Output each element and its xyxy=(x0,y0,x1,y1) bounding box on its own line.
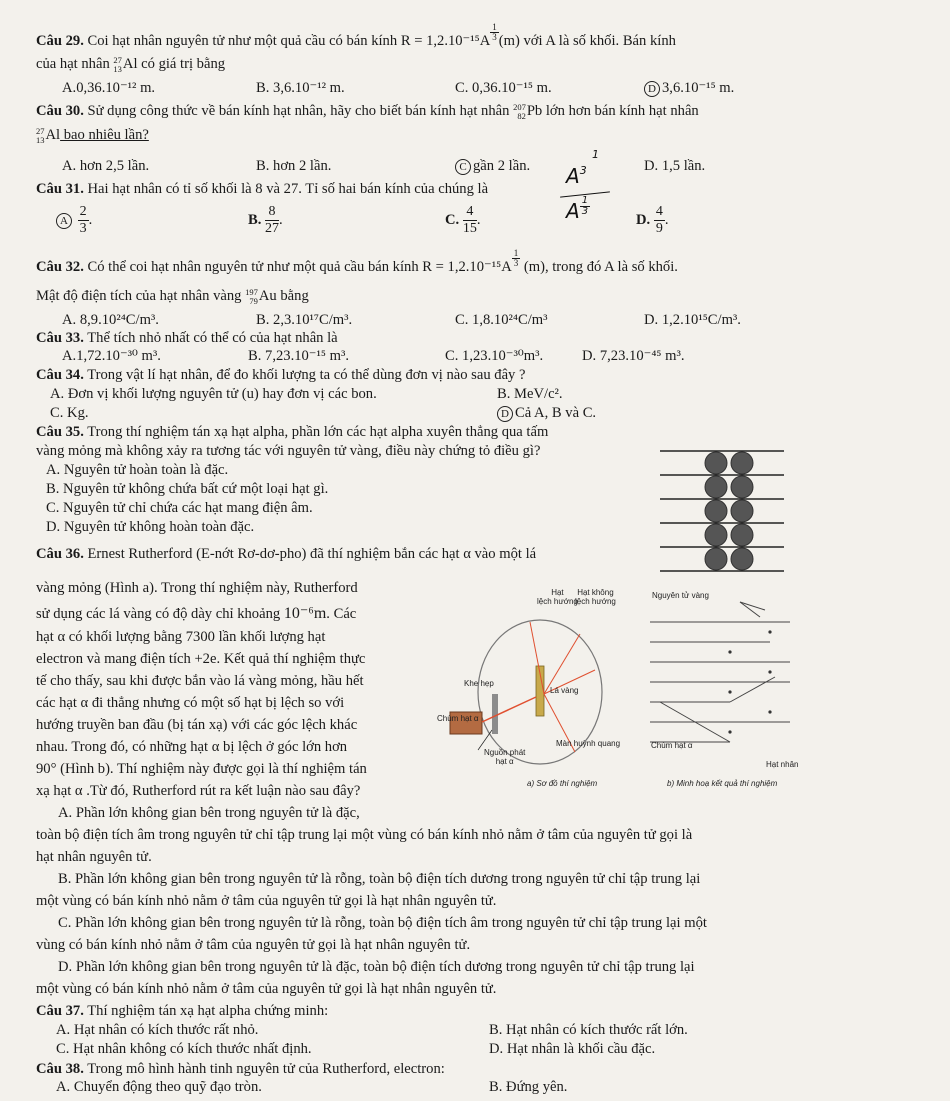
q31-c-num: 4 xyxy=(463,204,477,221)
q36-line7: các hạt α đi thẳng nhưng có một số hạt bị lệch so với xyxy=(36,695,345,711)
q30-line1 xyxy=(36,102,699,121)
q29-label: Câu 29. xyxy=(36,33,84,49)
q34-d-circle: D xyxy=(497,406,513,422)
label-khe-hep: Khe hẹp xyxy=(464,679,494,688)
q33-option-c[interactable]: C. 1,23.10⁻³⁰m³. xyxy=(445,348,544,364)
q36-line6: tế cho thấy, sau khi được bắn vào lá vàng mỏng, hầu hết xyxy=(36,673,364,689)
q36-line5: electron và mang điện tích +2e. Kết quả thí nghiệm thực xyxy=(36,651,366,667)
q36-option-c-cont: vùng có bán kính nhỏ nằm ở tâm của nguyên tử gọi là hạt nhân nguyên tử. xyxy=(36,937,471,953)
q34-option-c[interactable]: C. Kg. xyxy=(50,405,89,421)
q29-exponent xyxy=(490,23,499,42)
q29-stem2: (m) với A là số khối. Bán kính xyxy=(498,33,676,49)
q30-option-b[interactable]: B. hơn 2 lần. xyxy=(256,158,332,174)
q30-al-z: 13 xyxy=(36,134,45,145)
q32-au-sym: Au xyxy=(258,288,277,304)
q31-option-a[interactable]: A $\frac{2}{3}$ . xyxy=(56,204,92,238)
q29-option-d[interactable] xyxy=(644,79,734,98)
q37-option-d[interactable]: D. Hạt nhân là khối cầu đặc. xyxy=(489,1041,656,1057)
q33-option-d[interactable]: D. 7,23.10⁻⁴⁵ m³. xyxy=(582,348,685,364)
q37-line1 xyxy=(36,1002,328,1021)
q31-d-frac xyxy=(654,204,665,237)
q36-option-c[interactable]: C. Phần lớn không gian bên trong nguyên tử là rỗng, toàn bộ điện tích âm trong nguyên tử chỉ tập trung lại một xyxy=(58,915,707,931)
q36-l3b: 10⁻⁶m xyxy=(283,605,327,622)
label-hat-khong-2: lệch hướng xyxy=(575,597,616,606)
caption-a: a) Sơ đồ thí nghiệm xyxy=(527,779,598,788)
q32-exponent xyxy=(512,249,521,268)
q30-c-circle: C xyxy=(455,159,471,175)
q35-stem2: vàng mỏng mà không xảy ra tương tác với nguyên tử vàng, điều này chứng tỏ điều gì? xyxy=(36,443,541,459)
q32-option-d[interactable]: D. 1,2.10¹⁵C/m³. xyxy=(644,312,741,328)
handwritten-a-bottom xyxy=(566,195,590,223)
q31-stem: Hai hạt nhân có tỉ số khối là 8 và 27. Tỉ số hai bán kính của chúng là xyxy=(83,181,489,197)
q31-option-b[interactable]: B. $\frac{8}{27}$ . xyxy=(248,204,283,236)
q36-l3a: sử dụng các lá vàng có độ dày chỉ khoảng xyxy=(36,606,284,622)
q29-iso xyxy=(113,56,122,74)
q34-line1 xyxy=(36,366,525,385)
q31-a-num: 2 xyxy=(79,204,87,219)
q31-a-frac xyxy=(78,204,89,237)
q33-option-a[interactable]: A.1,72.10⁻³⁰ m³. xyxy=(62,348,161,364)
label-hat-lech-1: Hạt xyxy=(551,588,564,597)
q30-pb-mass: 207 xyxy=(513,101,526,112)
q38-line1 xyxy=(36,1060,445,1079)
q30-stem1: Sử dụng công thức về bán kính hạt nhân, hãy cho biết bán kính hạt nhân xyxy=(83,103,514,119)
q29-line1 xyxy=(36,22,676,51)
q36-option-d[interactable]: D. Phần lớn không gian bên trong nguyên tử là đặc, toàn bộ điện tích dương trong nguyên tử chỉ tập trung lại xyxy=(58,959,695,975)
q30-stem1b: lớn hơn bán kính hạt nhân xyxy=(542,103,699,119)
handwritten-a-bottom-exp xyxy=(580,196,590,217)
q37-option-c[interactable]: C. Hạt nhân không có kích thước nhất định. xyxy=(56,1041,312,1057)
q30-al-iso xyxy=(36,127,45,145)
q30-stem2: bao nhiêu lần? xyxy=(60,127,149,143)
q29-d-circle: D xyxy=(644,81,660,97)
label-nguon-phat-1: Nguồn phát xyxy=(484,748,526,757)
q35-line1 xyxy=(36,423,548,442)
q33-option-b[interactable]: B. 7,23.10⁻¹⁵ m³. xyxy=(248,348,350,364)
q32-au-mass: 197 xyxy=(245,286,258,297)
q36-stem1: Ernest Rutherford (E-nớt Rơ-dơ-pho) đã thí nghiệm bắn các hạt α vào một lá xyxy=(83,546,537,562)
q36-label: Câu 36. xyxy=(36,546,84,562)
q32-option-a[interactable]: A. 8,9.10²⁴C/m³. xyxy=(62,312,159,328)
q30-option-d[interactable]: D. 1,5 lần. xyxy=(644,158,706,174)
q30-al-sym: Al xyxy=(45,127,61,143)
q36-option-a-cont: toàn bộ điện tích âm trong nguyên tử chỉ tập trung lại một vùng có bán kính nhỏ nằm ở tâm của nguyên tử gọi là xyxy=(36,827,693,843)
q29-line2 xyxy=(36,55,225,74)
q36-option-b[interactable]: B. Phần lớn không gian bên trong nguyên tử là rỗng, toàn bộ điện tích dương trong nguyên tử chỉ tập trung lại xyxy=(58,871,701,887)
q29-stem1: Coi hạt nhân nguyên tử như một quả cầu có bán kính xyxy=(83,33,401,49)
label-hat-nhan: Hạt nhân xyxy=(766,760,799,769)
q29-option-b[interactable]: B. 3,6.10⁻¹² m. xyxy=(256,80,345,96)
q29-exp-num: 1 xyxy=(492,22,497,33)
q32-stem2-pre: Mật độ điện tích của hạt nhân vàng xyxy=(36,288,246,304)
q34-option-d[interactable] xyxy=(497,404,596,423)
q32-formula: R = 1,2.10⁻¹⁵A xyxy=(422,259,512,275)
gold-atoms-illustration xyxy=(660,445,788,575)
q32-label: Câu 32. xyxy=(36,259,84,275)
q38-stem: Trong mô hình hành tinh nguyên tử của Rutherford, electron: xyxy=(83,1061,445,1077)
label-nguon-phat-2: hạt α xyxy=(495,757,514,766)
handwritten-a-top-exp: 3 xyxy=(579,164,587,177)
q31-b-den: 27 xyxy=(265,221,280,236)
q36-option-a[interactable]: A. Phần lớn không gian bên trong nguyên tử là đặc, xyxy=(58,805,360,821)
q37-option-b[interactable]: B. Hạt nhân có kích thước rất lớn. xyxy=(489,1022,688,1038)
q33-line1 xyxy=(36,329,338,348)
q37-stem: Thí nghiệm tán xạ hạt alpha chứng minh: xyxy=(83,1003,329,1019)
label-la-vang: Lá vàng xyxy=(550,686,579,695)
q29-stem3-post: có giá trị bằng xyxy=(137,56,226,72)
label-man-huynh-quang: Màn huỳnh quang xyxy=(556,739,621,748)
q32-au-z: 79 xyxy=(249,295,258,306)
q35-option-a[interactable]: A. Nguyên tử hoàn toàn là đặc. xyxy=(46,462,229,478)
q31-line1 xyxy=(36,180,488,199)
q29-stem3-pre: của hạt nhân xyxy=(36,56,114,72)
q30-option-c[interactable] xyxy=(455,157,530,176)
label-nguon-phat xyxy=(484,748,525,766)
q37-label: Câu 37. xyxy=(36,1003,84,1019)
q32-line1 xyxy=(36,248,678,277)
q32-stem1b: (m), trong đó A là số khối. xyxy=(520,259,678,275)
q31-d-den: 9 xyxy=(655,221,663,236)
q31-c-letter: C. xyxy=(445,211,460,228)
q31-c-den: 15 xyxy=(462,221,477,236)
q32-au-iso xyxy=(245,288,258,306)
q34-stem: Trong vật lí hạt nhân, để đo khối lượng ta có thể dùng đơn vị nào sau đây ? xyxy=(83,367,526,383)
q35-label: Câu 35. xyxy=(36,424,84,440)
q31-label: Câu 31. xyxy=(36,181,84,197)
q35-option-b[interactable]: B. Nguyên tử không chứa bất cứ một loại hạt gì. xyxy=(46,481,329,497)
rutherford-figure xyxy=(430,582,810,804)
handwritten-exp-den: 3 xyxy=(581,206,589,217)
q31-b-num: 8 xyxy=(265,204,279,221)
q36-line3 xyxy=(36,604,356,624)
q31-d-letter: D. xyxy=(636,211,651,228)
q33-stem: Thể tích nhỏ nhất có thể có của hạt nhân là xyxy=(83,330,338,346)
q31-c-frac xyxy=(463,204,477,237)
q38-option-b[interactable]: B. Đứng yên. xyxy=(489,1079,568,1095)
handwritten-exponent: 1 xyxy=(592,148,599,161)
q36-line1 xyxy=(36,545,536,564)
label-chum-hat-b: Chùm hạt α xyxy=(651,741,693,750)
handwritten-a-top-letter: A xyxy=(566,164,580,188)
q29-iso-z: 13 xyxy=(113,63,122,74)
q32-stem1: Có thể coi hạt nhân nguyên tử như một quả cầu bán kính xyxy=(83,259,423,275)
q34-option-a[interactable]: A. Đơn vị khối lượng nguyên tử (u) hay đơn vị các bon. xyxy=(50,386,377,402)
q32-line2 xyxy=(36,287,309,306)
q29-iso-sym: Al xyxy=(122,56,138,72)
q34-label: Câu 34. xyxy=(36,367,84,383)
q32-option-b[interactable]: B. 2,3.10¹⁷C/m³. xyxy=(256,312,353,328)
q36-option-a-cont2: hạt nhân nguyên tử. xyxy=(36,849,152,865)
q30-option-a[interactable]: A. hơn 2,5 lần. xyxy=(62,158,150,174)
q34-option-b[interactable]: B. MeV/c². xyxy=(497,386,563,402)
q36-option-d-cont: một vùng có bán kính nhỏ nằm ở tâm của nguyên tử gọi là hạt nhân nguyên tử. xyxy=(36,981,497,997)
q31-d-num: 4 xyxy=(655,204,663,219)
q31-a-circle: A xyxy=(56,213,72,229)
q36-line2: vàng mỏng (Hình a). Trong thí nghiệm này, Rutherford xyxy=(36,580,358,596)
q35-stem1: Trong thí nghiệm tán xạ hạt alpha, phần lớn các hạt alpha xuyên thẳng qua tấm xyxy=(83,424,549,440)
q29-formula: R = 1,2.10⁻¹⁵A xyxy=(400,33,491,49)
q30-c-text: gần 2 lần. xyxy=(473,158,531,174)
q33-label: Câu 33. xyxy=(36,330,84,346)
caption-b: b) Minh hoạ kết quả thí nghiệm xyxy=(667,779,778,788)
q29-exp-den: 3 xyxy=(492,32,497,43)
label-hat-lech xyxy=(537,588,578,606)
q30-line2 xyxy=(36,126,149,145)
q35-option-c[interactable]: C. Nguyên tử chỉ chứa các hạt mang điện âm. xyxy=(46,500,313,516)
q36-line10: 90° (Hình b). Thí nghiệm này được gọi là thí nghiệm tán xyxy=(36,761,367,777)
q36-line4: hạt α có khối lượng bằng 7300 lần khối lượng hạt xyxy=(36,629,326,645)
q36-line8: hướng truyền ban đầu (bị tán xạ) với các góc lệch khác xyxy=(36,717,358,733)
q31-a-den: 3 xyxy=(79,221,87,236)
q38-label: Câu 38. xyxy=(36,1061,84,1077)
q30-pb-sym: Pb xyxy=(526,103,543,119)
q36-line11: xạ hạt α .Từ đó, Rutherford rút ra kết luận nào sau đây? xyxy=(36,783,361,799)
label-nguyen-tu-vang: Nguyên tử vàng xyxy=(652,591,709,600)
handwritten-exp-num: 1 xyxy=(581,195,589,206)
label-hat-lech-2: lệch hướng xyxy=(537,597,578,606)
q30-label: Câu 30. xyxy=(36,103,84,119)
label-chum-hat-a: Chùm hạt α xyxy=(437,714,479,723)
q36-line9: nhau. Trong đó, có những hạt α bị lệch ở góc lớn hơn xyxy=(36,739,348,755)
q31-option-d[interactable]: D. $\frac{4}{9}$ . xyxy=(636,204,669,236)
handwritten-a-bottom-letter: A xyxy=(566,199,580,223)
q29-iso-mass: 27 xyxy=(113,54,122,65)
q29-option-c[interactable]: C. 0,36.10⁻¹⁵ m. xyxy=(455,80,552,96)
q32-exp-den: 3 xyxy=(513,258,519,269)
q36-l3c: . Các xyxy=(326,606,357,622)
q31-b-frac xyxy=(265,204,279,237)
q34-d-text: Cả A, B và C. xyxy=(515,405,597,421)
label-hat-khong-1: Hạt không xyxy=(577,588,614,597)
q37-option-a[interactable]: A. Hạt nhân có kích thước rất nhỏ. xyxy=(56,1022,259,1038)
q30-pb-iso xyxy=(513,103,526,121)
q32-stem2-post: bằng xyxy=(276,288,309,304)
q36-option-b-cont: một vùng có bán kính nhỏ nằm ở tâm của nguyên tử gọi là hạt nhân nguyên tử. xyxy=(36,893,497,909)
q38-option-a[interactable]: A. Chuyển động theo quỹ đạo tròn. xyxy=(56,1079,262,1095)
q35-option-d[interactable]: D. Nguyên tử không hoàn toàn đặc. xyxy=(46,519,255,535)
q29-d-text: 3,6.10⁻¹⁵ m. xyxy=(662,80,735,96)
q31-option-c[interactable]: C. $\frac{4}{15}$ . xyxy=(445,204,481,236)
label-hat-khong xyxy=(575,588,616,606)
q31-b-letter: B. xyxy=(248,211,262,228)
q30-pb-z: 82 xyxy=(517,110,526,121)
q32-exp-num: 1 xyxy=(513,248,519,259)
handwritten-a-top xyxy=(566,164,587,188)
q30-al-mass: 27 xyxy=(36,125,45,136)
q29-option-a[interactable]: A.0,36.10⁻¹² m. xyxy=(62,80,156,96)
q32-option-c[interactable]: C. 1,8.10²⁴C/m³ xyxy=(455,312,548,328)
